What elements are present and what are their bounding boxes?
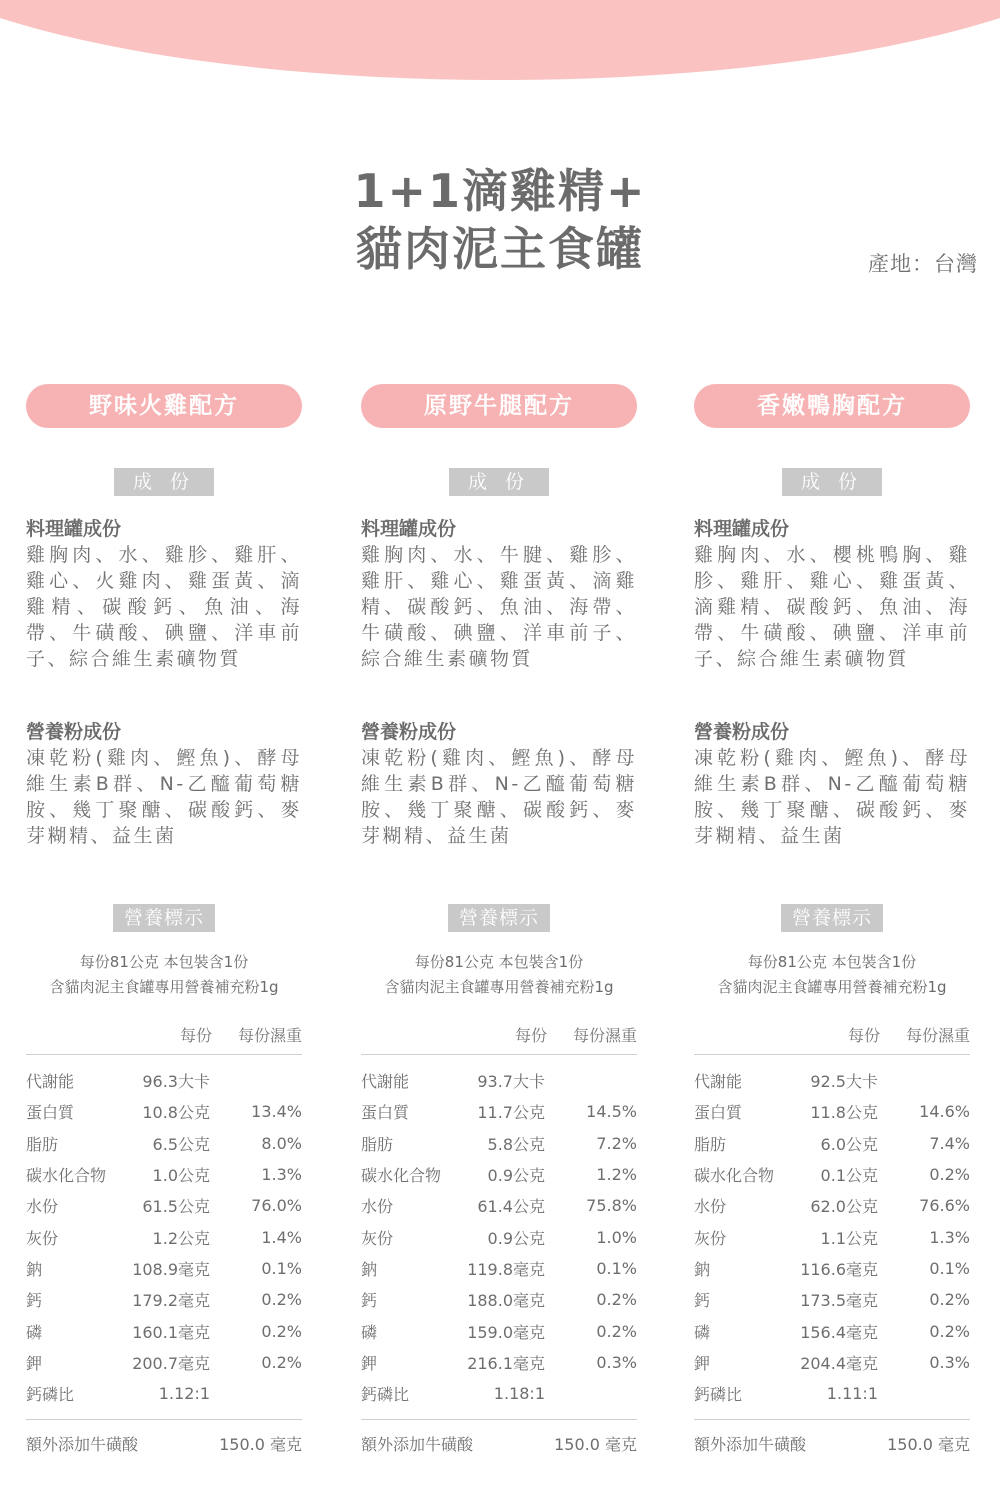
can-ingredients-heading: 料理罐成份	[361, 518, 457, 540]
extra-taurine-row	[361, 1432, 637, 1455]
extra-taurine-value: 150.0 毫克	[219, 1435, 302, 1455]
nutrient-name: 灰份	[694, 1228, 727, 1248]
header-dry-weight: 每份濕重	[905, 1026, 970, 1045]
nutrient-value: 96.3大卡	[142, 1072, 210, 1092]
nutrient-percent: 1.0%	[596, 1227, 637, 1247]
nutrition-row	[26, 1284, 302, 1315]
nutrient-name: 碳水化合物	[361, 1166, 442, 1186]
header-per-serving: 每份	[179, 1026, 212, 1045]
nutrient-value: 62.0公克	[810, 1197, 878, 1217]
header-per-serving: 每份	[514, 1026, 547, 1045]
nutrient-value: 11.8公克	[810, 1103, 878, 1123]
nutrient-name: 鈣磷比	[694, 1385, 743, 1405]
nutrient-name: 磷	[361, 1322, 378, 1342]
nutrient-value: 6.0公克	[820, 1134, 878, 1154]
origin-label: 產地：台灣	[868, 252, 978, 276]
nutrient-value: 1.1公克	[820, 1228, 878, 1248]
nutrition-row	[26, 1315, 302, 1346]
nutrient-percent: 76.6%	[919, 1196, 970, 1216]
nutrient-name: 脂肪	[26, 1134, 59, 1154]
nutrition-row	[694, 1221, 970, 1252]
nutrient-percent: 7.4%	[929, 1133, 970, 1153]
page-title	[0, 162, 1000, 278]
nutrition-table-header	[26, 1023, 302, 1055]
nutrient-name: 灰份	[26, 1228, 59, 1248]
nutrient-percent: 0.1%	[929, 1258, 970, 1278]
nutrient-value: 1.12:1	[158, 1384, 210, 1404]
extra-taurine-value: 150.0 毫克	[554, 1435, 637, 1455]
nutrition-table-header	[694, 1023, 970, 1055]
nutrition-tag: 營養標示	[113, 904, 215, 932]
nutrition-row	[26, 1347, 302, 1378]
nutrition-row	[694, 1190, 970, 1221]
extra-taurine-value: 150.0 毫克	[887, 1435, 970, 1455]
nutrient-value: 92.5大卡	[810, 1072, 878, 1092]
nutrient-name: 鉀	[361, 1353, 378, 1373]
divider	[361, 1419, 637, 1420]
nutrient-value: 93.7大卡	[477, 1072, 545, 1092]
top-decorative-arc	[0, 0, 1000, 80]
recipe-name-pill: 香嫩鴨胸配方	[694, 384, 970, 428]
nutrient-percent: 1.2%	[596, 1165, 637, 1185]
nutrient-percent: 0.2%	[929, 1165, 970, 1185]
serving-line-1: 每份81公克 本包裝含1份	[747, 953, 917, 971]
powder-ingredients-heading: 營養粉成份	[361, 721, 457, 743]
nutrition-row	[694, 1065, 970, 1096]
nutrient-name: 蛋白質	[361, 1103, 410, 1123]
nutrition-rows	[694, 1065, 970, 1409]
nutrient-value: 1.2公克	[152, 1228, 210, 1248]
nutrient-value: 156.4毫克	[800, 1322, 878, 1342]
nutrition-row	[361, 1190, 637, 1221]
nutrition-row	[694, 1315, 970, 1346]
nutrient-name: 鉀	[694, 1353, 711, 1373]
nutrient-name: 鈣	[26, 1291, 43, 1311]
nutrient-value: 108.9毫克	[132, 1259, 210, 1279]
powder-ingredients-text: 凍乾粉(雞肉、鰹魚)、酵母維生素B群、N-乙醯葡萄糖胺、幾丁聚醣、碳酸鈣、麥芽糊精、益生菌	[26, 747, 302, 847]
nutrient-percent: 0.3%	[596, 1352, 637, 1372]
can-ingredients-heading: 料理罐成份	[694, 518, 790, 540]
extra-taurine-label: 額外添加牛磺酸	[361, 1435, 474, 1455]
nutrition-row	[694, 1159, 970, 1190]
serving-info	[694, 950, 970, 1000]
nutrient-percent: 75.8%	[586, 1196, 637, 1216]
nutrition-row	[361, 1221, 637, 1252]
nutrition-rows	[26, 1065, 302, 1409]
nutrient-value: 61.5公克	[142, 1197, 210, 1217]
nutrition-row	[694, 1284, 970, 1315]
nutrient-name: 鉀	[26, 1353, 43, 1373]
product-column-1	[26, 384, 302, 1455]
nutrition-row	[361, 1315, 637, 1346]
powder-ingredients-text: 凍乾粉(雞肉、鰹魚)、酵母維生素B群、N-乙醯葡萄糖胺、幾丁聚醣、碳酸鈣、麥芽糊精、益生菌	[694, 747, 970, 847]
nutrition-row	[694, 1253, 970, 1284]
nutrient-value: 0.9公克	[487, 1166, 545, 1186]
nutrient-percent: 1.4%	[261, 1227, 302, 1247]
nutrient-name: 鈣磷比	[361, 1385, 410, 1405]
nutrient-value: 10.8公克	[142, 1103, 210, 1123]
nutrient-percent: 13.4%	[251, 1102, 302, 1122]
nutrient-percent: 0.2%	[261, 1321, 302, 1341]
nutrition-row	[26, 1159, 302, 1190]
nutrient-name: 碳水化合物	[694, 1166, 775, 1186]
nutrient-percent: 0.1%	[261, 1258, 302, 1278]
nutrition-row	[26, 1190, 302, 1221]
nutrient-name: 代謝能	[26, 1072, 75, 1092]
nutrition-row	[361, 1284, 637, 1315]
nutrient-name: 鈣	[361, 1291, 378, 1311]
serving-line-2: 含貓肉泥主食罐專用營養補充粉1g	[49, 978, 279, 996]
nutrient-percent: 76.0%	[251, 1196, 302, 1216]
nutrient-percent: 14.5%	[586, 1102, 637, 1122]
nutrient-percent: 0.1%	[596, 1258, 637, 1278]
nutrient-percent: 0.2%	[596, 1290, 637, 1310]
nutrient-percent: 7.2%	[596, 1133, 637, 1153]
nutrition-row	[26, 1128, 302, 1159]
product-column-2	[361, 384, 637, 1455]
nutrient-value: 11.7公克	[477, 1103, 545, 1123]
nutrient-value: 61.4公克	[477, 1197, 545, 1217]
nutrient-name: 代謝能	[361, 1072, 410, 1092]
nutrient-name: 碳水化合物	[26, 1166, 107, 1186]
nutrient-percent: 0.3%	[929, 1352, 970, 1372]
nutrition-row	[361, 1347, 637, 1378]
nutrient-value: 119.8毫克	[467, 1259, 545, 1279]
nutrient-value: 179.2毫克	[132, 1291, 210, 1311]
nutrition-row	[361, 1159, 637, 1190]
nutrient-name: 代謝能	[694, 1072, 743, 1092]
nutrient-name: 磷	[694, 1322, 711, 1342]
nutrient-name: 磷	[26, 1322, 43, 1342]
nutrient-value: 1.11:1	[826, 1384, 878, 1404]
serving-line-2: 含貓肉泥主食罐專用營養補充粉1g	[717, 978, 947, 996]
nutrient-percent: 0.2%	[929, 1321, 970, 1341]
header-dry-weight: 每份濕重	[237, 1026, 302, 1045]
extra-taurine-label: 額外添加牛磺酸	[694, 1435, 807, 1455]
powder-ingredients-heading: 營養粉成份	[694, 721, 790, 743]
nutrient-value: 216.1毫克	[467, 1353, 545, 1373]
nutrient-value: 1.0公克	[152, 1166, 210, 1186]
divider	[694, 1419, 970, 1420]
nutrient-percent: 0.2%	[596, 1321, 637, 1341]
nutrition-row	[26, 1378, 302, 1409]
nutrient-value: 204.4毫克	[800, 1353, 878, 1373]
nutrient-name: 鈣磷比	[26, 1385, 75, 1405]
recipe-name-pill: 野味火雞配方	[26, 384, 302, 428]
nutrient-name: 鈉	[361, 1259, 378, 1279]
nutrient-value: 173.5毫克	[800, 1291, 878, 1311]
nutrient-name: 蛋白質	[694, 1103, 743, 1123]
header-per-serving: 每份	[847, 1026, 880, 1045]
nutrient-value: 5.8公克	[487, 1134, 545, 1154]
nutrition-tag: 營養標示	[781, 904, 883, 932]
serving-line-1: 每份81公克 本包裝含1份	[414, 953, 584, 971]
extra-taurine-row	[26, 1432, 302, 1455]
can-ingredients-heading: 料理罐成份	[26, 518, 122, 540]
nutrition-row	[694, 1347, 970, 1378]
nutrition-row	[361, 1378, 637, 1409]
header-dry-weight: 每份濕重	[572, 1026, 637, 1045]
powder-ingredients-heading: 營養粉成份	[26, 721, 122, 743]
nutrition-row	[361, 1096, 637, 1127]
nutrition-row	[694, 1378, 970, 1409]
product-column-3	[694, 384, 970, 1455]
nutrition-row	[26, 1065, 302, 1096]
nutrition-row	[26, 1096, 302, 1127]
serving-info	[26, 950, 302, 1000]
nutrition-row	[361, 1253, 637, 1284]
nutrition-tag: 營養標示	[448, 904, 550, 932]
nutrient-name: 鈉	[694, 1259, 711, 1279]
nutrient-percent: 0.2%	[261, 1352, 302, 1372]
nutrition-row	[694, 1096, 970, 1127]
nutrient-value: 1.18:1	[493, 1384, 545, 1404]
nutrition-row	[361, 1128, 637, 1159]
nutrient-percent: 0.2%	[261, 1290, 302, 1310]
nutrient-name: 鈉	[26, 1259, 43, 1279]
nutrition-row	[694, 1128, 970, 1159]
extra-taurine-label: 額外添加牛磺酸	[26, 1435, 139, 1455]
nutrient-name: 水份	[694, 1197, 727, 1217]
can-ingredients-text: 雞胸肉、水、雞胗、雞肝、雞心、火雞肉、雞蛋黃、滴雞精、碳酸鈣、魚油、海帶、牛磺酸、碘鹽、洋車前子、綜合維生素礦物質	[26, 544, 302, 670]
nutrient-name: 脂肪	[361, 1134, 394, 1154]
nutrient-value: 6.5公克	[152, 1134, 210, 1154]
title-line-2: 貓肉泥主食罐	[356, 222, 644, 276]
ingredients-tag: 成 份	[449, 468, 549, 496]
nutrient-value: 159.0毫克	[467, 1322, 545, 1342]
nutrient-percent: 1.3%	[929, 1227, 970, 1247]
divider	[26, 1419, 302, 1420]
nutrient-name: 蛋白質	[26, 1103, 75, 1123]
nutrition-row	[26, 1253, 302, 1284]
nutrition-table-header	[361, 1023, 637, 1055]
nutrient-name: 鈣	[694, 1291, 711, 1311]
nutrient-value: 160.1毫克	[132, 1322, 210, 1342]
serving-line-2: 含貓肉泥主食罐專用營養補充粉1g	[384, 978, 614, 996]
nutrient-value: 0.9公克	[487, 1228, 545, 1248]
nutrient-value: 0.1公克	[820, 1166, 878, 1186]
can-ingredients-text: 雞胸肉、水、牛腱、雞胗、雞肝、雞心、雞蛋黃、滴雞精、碳酸鈣、魚油、海帶、牛磺酸、碘鹽、洋車前子、綜合維生素礦物質	[361, 544, 637, 670]
nutrient-percent: 1.3%	[261, 1165, 302, 1185]
serving-line-1: 每份81公克 本包裝含1份	[79, 953, 249, 971]
nutrition-row	[26, 1221, 302, 1252]
nutrient-name: 灰份	[361, 1228, 394, 1248]
nutrient-percent: 14.6%	[919, 1102, 970, 1122]
nutrition-row	[361, 1065, 637, 1096]
nutrient-name: 水份	[361, 1197, 394, 1217]
title-line-1: 1+1滴雞精+	[353, 164, 647, 218]
serving-info	[361, 950, 637, 1000]
nutrient-value: 200.7毫克	[132, 1353, 210, 1373]
ingredients-tag: 成 份	[782, 468, 882, 496]
recipe-name-pill: 原野牛腿配方	[361, 384, 637, 428]
nutrient-name: 水份	[26, 1197, 59, 1217]
nutrient-value: 188.0毫克	[467, 1291, 545, 1311]
nutrient-percent: 8.0%	[261, 1133, 302, 1153]
nutrient-value: 116.6毫克	[800, 1259, 878, 1279]
nutrition-rows	[361, 1065, 637, 1409]
powder-ingredients-text: 凍乾粉(雞肉、鰹魚)、酵母維生素B群、N-乙醯葡萄糖胺、幾丁聚醣、碳酸鈣、麥芽糊精、益生菌	[361, 747, 637, 847]
nutrient-percent: 0.2%	[929, 1290, 970, 1310]
nutrient-name: 脂肪	[694, 1134, 727, 1154]
extra-taurine-row	[694, 1432, 970, 1455]
ingredients-tag: 成 份	[114, 468, 214, 496]
can-ingredients-text: 雞胸肉、水、櫻桃鴨胸、雞胗、雞肝、雞心、雞蛋黃、滴雞精、碳酸鈣、魚油、海帶、牛磺酸、碘鹽、洋車前子、綜合維生素礦物質	[694, 544, 970, 670]
